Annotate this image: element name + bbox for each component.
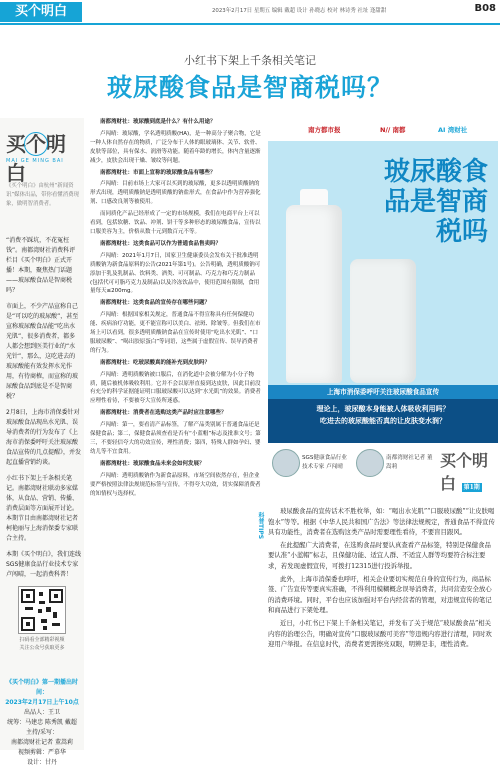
guest-caption: 南都湾财社记者 董嵩莉	[386, 455, 433, 470]
episode-badge: 第1期	[463, 484, 480, 491]
sidebar-paragraph: 市面上，不少产品宣称自己是“可以吃的玻尿酸”，甚至宣称玻尿酸食品能“吃出水光肌”，很多消费者，都多人都会想到医美行业的“水光针”，那么，这吃进去的玻尿酸能有效发挥水光作用，有待商榷，而宣称的玻尿酸食品到底是不是智商税？	[6, 303, 79, 400]
poster-question-2: 吃进去的玻尿酸能否真的让皮肤变水润？	[320, 417, 446, 425]
column-intro: 《买个明白》由杭州“新闻资讯”媒体出品，带你看懂消费现象，做明智消费者。	[6, 183, 79, 207]
question: 南都湾财社：这类食品可以作为普通食品售卖吗？	[100, 240, 222, 247]
credits-design: 设计：甘丹	[26, 759, 57, 766]
feature-poster	[268, 119, 498, 443]
poster-questions	[268, 399, 498, 443]
qr-code-icon[interactable]	[18, 586, 66, 634]
credits-time: 2023年2月17日上午10点	[5, 699, 79, 706]
sidebar-paragraph: 2月8日，上海市消保委针对玻尿酸食品现出水光肌、误导消费者的行为发布了《上海市消保委呼吁关注玻尿酸食品宣传的几点提醒》，并发起直播营销约谈。	[6, 409, 82, 466]
question: 南都湾财社：玻尿酸到底是什么？有什么用途？	[100, 119, 216, 125]
tips-paragraph: 近日，小红书已下架上千条相关笔记，并发布了关于规范“玻尿酸食品”相关内容的治理公告，明确对宣传“口服玻尿酸可美容”等违规内容进行清理，同时欢迎用户举报。在信息时代，消费者更需擦亮双眼，明辨是非，理性消费。	[268, 618, 492, 649]
sidebar-body	[6, 236, 81, 586]
question: 南都湾财社：市面上宣称的玻尿酸食品有哪些？	[100, 169, 216, 176]
credits-host-name: 南都湾财社记者 董嵩莉	[11, 739, 73, 746]
answer: 卢闯晴：第一，要看清产品标签，了解产品类别属于普通食品还是保健食品；第二，保健食品须查看是否有“小蓝帽”标志及批准文号；第三，不要轻信夸大的功效宣传，理性消费；第四，特殊人群如孕妇、婴幼儿等不宜食用。	[90, 422, 261, 455]
answer: 而同质化产品已经形成了一定的市场规模，我们在电商平台上可以看到，包括软糖、饮品、冲剂、饼干等多种形态的玻尿酸食品，宣传以口服美容为主，价格从数十元到数百元不等。	[90, 211, 261, 235]
poster-band: 上海市消保委呼吁关注玻尿酸食品宣传	[268, 385, 498, 399]
avatar	[272, 449, 300, 477]
question: 南都湾财社：这类食品的宣传存在哪些问题？	[100, 300, 211, 307]
credits-producer: 出品人：王卫	[23, 709, 60, 716]
section-tag: 买个明白	[0, 2, 82, 22]
answer: 卢闯晴：2021年1月7日，国家卫生健康委员会发布关于批准透明质酸钠为新食品原料的公告(2021年第1号)。公告明确，透明质酸钠可添加于乳及乳制品、饮料类、酒类、可可制品、巧克力和巧克力制品(包括代可可脂巧克力及制品)以及冷冻饮品中，使用范围有限制，食用量每天≤200mg。	[90, 252, 261, 295]
credits-planning: 统筹：马建忠 陈秀凯 戴超	[7, 719, 77, 726]
sidebar-paragraph: 本期《买个明白》，我们连线SGS健康食品行业技术专家卢闯晴，一起消费科普！	[6, 551, 82, 578]
poster-logo-bar	[268, 119, 498, 141]
tips-paragraph: 此外，上海市消保委也呼吁，相关企业要切实规范自身的宣传行为，商品标签、广告宣传等要真实准确，不得利用模糊概念误导消费者，共同营造安全放心的消费环境。同时，平台也应该加强对平台内经营者的管理，对违规宣传的笔记和商品进行下架处理。	[268, 574, 492, 615]
credits-video: 视频剪辑：严慕华	[17, 749, 66, 756]
question: 南都湾财社：玻尿酸食品未来会如何发展？	[100, 460, 205, 467]
qr-caption-2: 关注公众号获取更多	[19, 645, 65, 651]
sidebar-paragraph: “消费不踩坑，不花冤枉钱”。南都湾财社消费科评栏目《买个明白》正式开播！本期，聚焦热门话题——玻尿酸食品是智商税吗？	[6, 237, 76, 294]
logo-circle-icon	[24, 132, 48, 156]
episode-logo	[440, 448, 498, 494]
tips-label: 科普TIPS	[257, 512, 264, 540]
column-logo	[6, 128, 80, 185]
page-header	[0, 0, 500, 26]
tips-paragraph: 玻尿酸食品的宣传话术不胜枚举，如：“喝出水光肌”“口服玻尿酸”“让皮肤喝饱水”等等。根据《中华人民共和国广告法》等法律法规规定，普通食品不得宣传具有功能性，消费者在选购这类产品时需要理性看待，不要盲目跟风。	[268, 507, 495, 537]
header-rule	[0, 23, 500, 25]
nandu-logo: 南方都市报	[308, 126, 341, 134]
credits-host: 主持/采写：	[25, 729, 59, 736]
answer: 卢闯晴：根据国家相关规定，普通食品不得宣称具有任何保健功能、疾病治疗功能，更不能宣称可以美白、祛斑、除皱等。但我们在市场上可以看到，很多透明质酸钠食品在宣传时使用“吃出水光肌”、“口服玻尿酸”、“喝出胶原蛋白”等词语，这些属于虚假宣传、误导消费者的行为。	[90, 312, 261, 354]
page-number: B08	[474, 3, 496, 14]
poster-title: 玻尿酸食品是智商税吗	[383, 157, 488, 247]
credits-title: 《买个明白》第一期播出时间：	[5, 679, 78, 696]
bottle-image-2	[350, 259, 416, 383]
sidebar	[0, 118, 84, 766]
tips-column	[268, 506, 496, 652]
article-title: 玻尿酸食品是智商税吗？	[106, 73, 393, 102]
poster-question-1: 理论上，玻尿酸本身能被人体吸收利用吗？	[316, 405, 450, 413]
guest-strip	[268, 444, 498, 500]
qr-caption: 扫码看全部精彩视频	[19, 637, 65, 643]
program-credits	[4, 678, 80, 768]
guest-caption: SGS健康食品行业技术专家 卢闯晴	[302, 455, 347, 470]
header-meta: 2023年2月17日 星期五 编辑 戴超 设计 孙晓志 校对 林诗秀 社址 逢甜甜	[212, 8, 387, 14]
logo-text: 买个明白	[6, 132, 66, 185]
question: 南都湾财社：消费者在选购这类产品时应注意哪些？	[100, 410, 227, 417]
answer: 卢闯晴：目前市场上大家可以买到的玻尿酸，更多以透明质酸钠的形式出现，透明质酸钠是透明质酸的钠盐形式，在食品中作为营养强化剂、口感改良剂等被使用。	[90, 181, 261, 206]
logo-pinyin: MAI GE MING BAI	[6, 158, 64, 164]
avatar	[356, 449, 384, 477]
tips-paragraph: 在此提醒广大消费者，在选购食品时要认真查看产品标签，特别是保健食品要认准“小蓝帽”标志，且保健功能、适宜人群、不适宜人群等均要符合标注要求，若发现虚假宣传，可拨打12315进行投诉举报。	[268, 540, 491, 570]
nandu-n-logo: N∕∕ 南都	[380, 126, 406, 134]
answer: 卢闯晴：透明质酸钠被口服后，在消化道中会被分解为小分子物质，随后被机体吸收利用。它并不会以原形直接到达皮肤，因此目前没有充分的科学证据能证明口服玻尿酸可以达到“水光肌”的效果。消费者应理性看待，不要被夸大宣传所迷惑。	[90, 371, 261, 405]
answer: 卢闯晴：玻尿酸，学名透明质酸(HA)，是一种高分子聚合物，它是一种人体自然存在的物质，广泛分布于人体的眼玻璃体、关节、软骨、皮肤等部位，具有保水、润滑等功能。随着年龄的增长，体内含量逐渐减少，皮肤会出现干燥、皱纹等问题。	[90, 130, 261, 164]
article-subtitle: 小红书下架上千条相关笔记	[184, 54, 316, 67]
wancai-logo: AI 湾财社	[438, 126, 468, 134]
bottle-image	[286, 205, 342, 383]
episode-logo-text: 买个明白	[440, 451, 489, 493]
interview-column	[90, 118, 262, 501]
sidebar-paragraph: 小红书下架上千条相关笔记。南都湾财社联动多家媒体，从食品、营销、传播、消费层面等方面展开讨论。本期节目由南都湾财社记者柯艳丽与上海消保委专家联合主持。	[6, 475, 79, 542]
answer: 卢闯晴：透明质酸钠作为新食品原料，市场空间依然存在，但企业要严格按照法律法规规范标签与宣传，不得夸大功效，切实保障消费者的知情权与选择权。	[90, 472, 261, 497]
question: 南都湾财社：吃玻尿酸真的能补充到皮肤吗？	[100, 359, 211, 366]
